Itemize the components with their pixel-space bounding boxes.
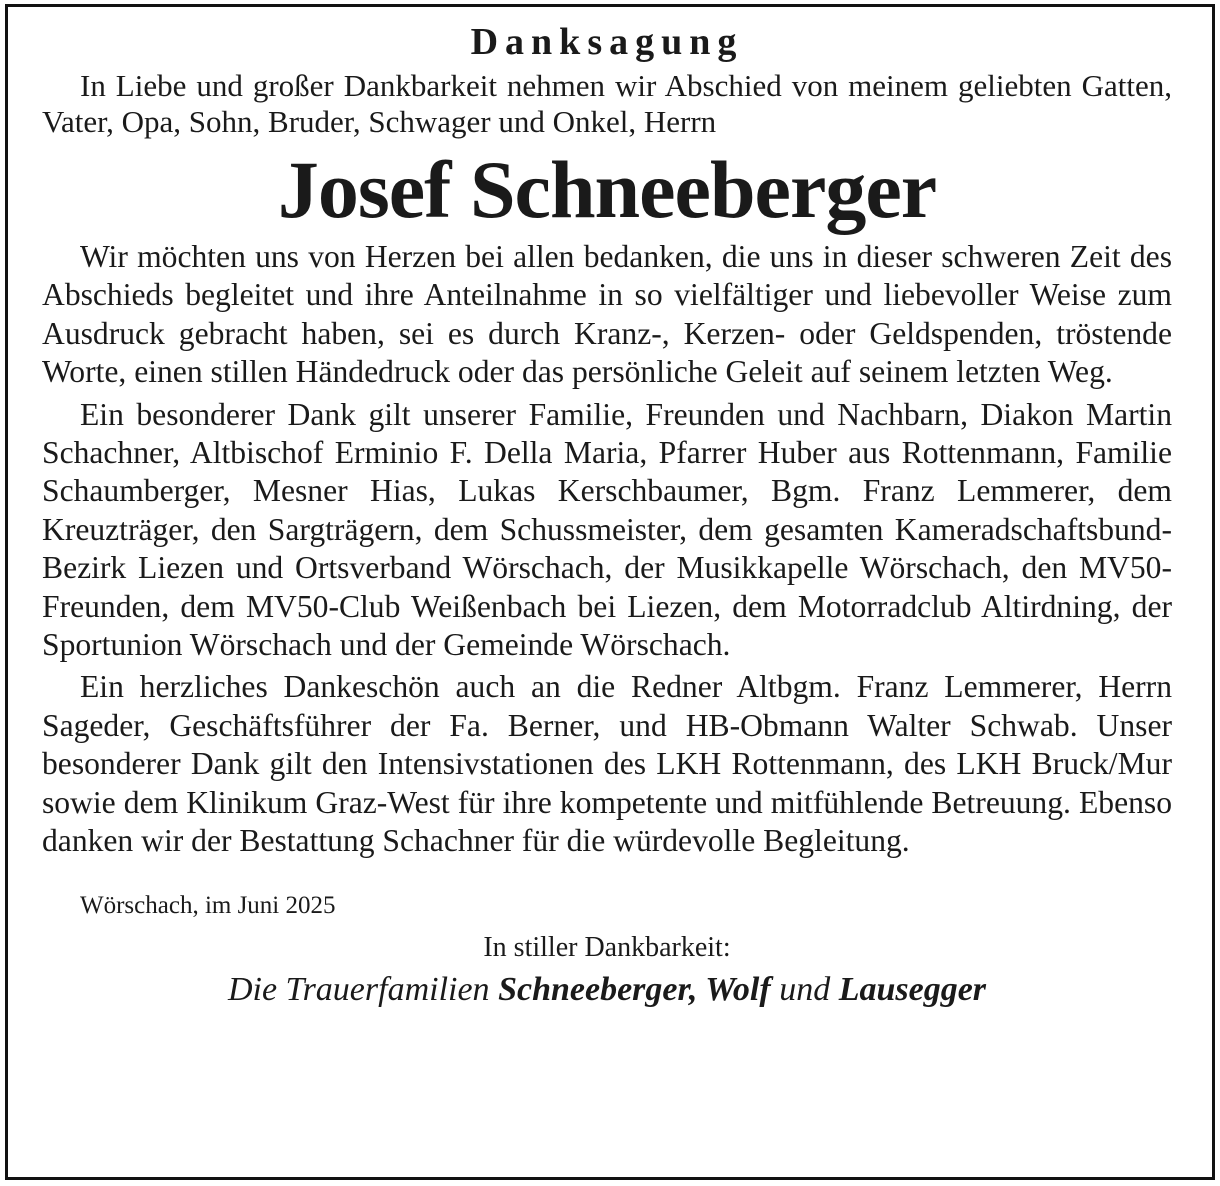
families-prefix: Die Trauerfamilien xyxy=(227,970,490,1008)
notice-content xyxy=(42,14,1172,1011)
intro-text: In Liebe und großer Dankbarkeit nehmen wir Abschied von meinem geliebten Gatten, Vater, Opa, Sohn, Bruder, Schwager und Onkel, Herrn xyxy=(42,68,1172,139)
place-date: Wörschach, im Juni 2025 xyxy=(80,891,336,919)
families-last: Lausegger xyxy=(838,970,987,1008)
families-signature xyxy=(42,969,1172,1011)
closing-line: In stiller Dankbarkeit: xyxy=(483,931,731,963)
thanks-paragraph-3: Ein herzliches Dankeschön auch an die Redner Altbgm. Franz Lemmerer, Herrn Sageder, Geschäftsführer der Fa. Berner, und HB-Obmann Walter Schwab. Unser besonderer Dank gilt den Intensivstationen des LKH Rottenmann, des LKH Bruck/Mur sowie dem Klinikum Graz-West für ihre kompetente und mitfühlende Betreuung. Ebenso danken wir der Bestattung Schachner für die würdevolle Begleitung. xyxy=(42,669,1172,859)
thanks-paragraph-1: Wir möchten uns von Herzen bei allen bedanken, die uns in dieser schweren Zeit des Abschieds begleitet und ihre Anteilnahme in so vielfältiger und liebevoller Weise zum Ausdruck gebracht haben, sei es durch Kranz-, Kerzen- oder Geldspenden, tröstende Worte, einen stillen Händedruck oder das persönliche Geleit auf seinem letzten Weg. xyxy=(42,239,1172,390)
deceased-name: Josef Schneeberger xyxy=(277,144,937,235)
families-names: Schneeberger, Wolf xyxy=(498,970,771,1008)
thanks-paragraph-2: Ein besonderer Dank gilt unserer Familie, Freunden und Nachbarn, Diakon Martin Schachner, Altbischof Erminio F. Della Maria, Pfarrer Huber aus Rottenmann, Familie Schaumberger, Mesner Hias, Lukas Kerschbaumer, Bgm. Franz Lemmerer, dem Kreuzträger, den Sargträgern, dem Schussmeister, dem gesamten Kameradschaftsbund-Bezirk Liezen und Ortsverband Wörschach, der Musikkapelle Wörschach, den MV50-Freunden, dem MV50-Club Weißenbach bei Liezen, dem Motorradclub Altirdning, der Sportunion Wörschach und der Gemeinde Wörschach. xyxy=(42,396,1172,663)
families-connector: und xyxy=(779,970,831,1008)
notice-heading: Danksagung xyxy=(470,21,744,63)
